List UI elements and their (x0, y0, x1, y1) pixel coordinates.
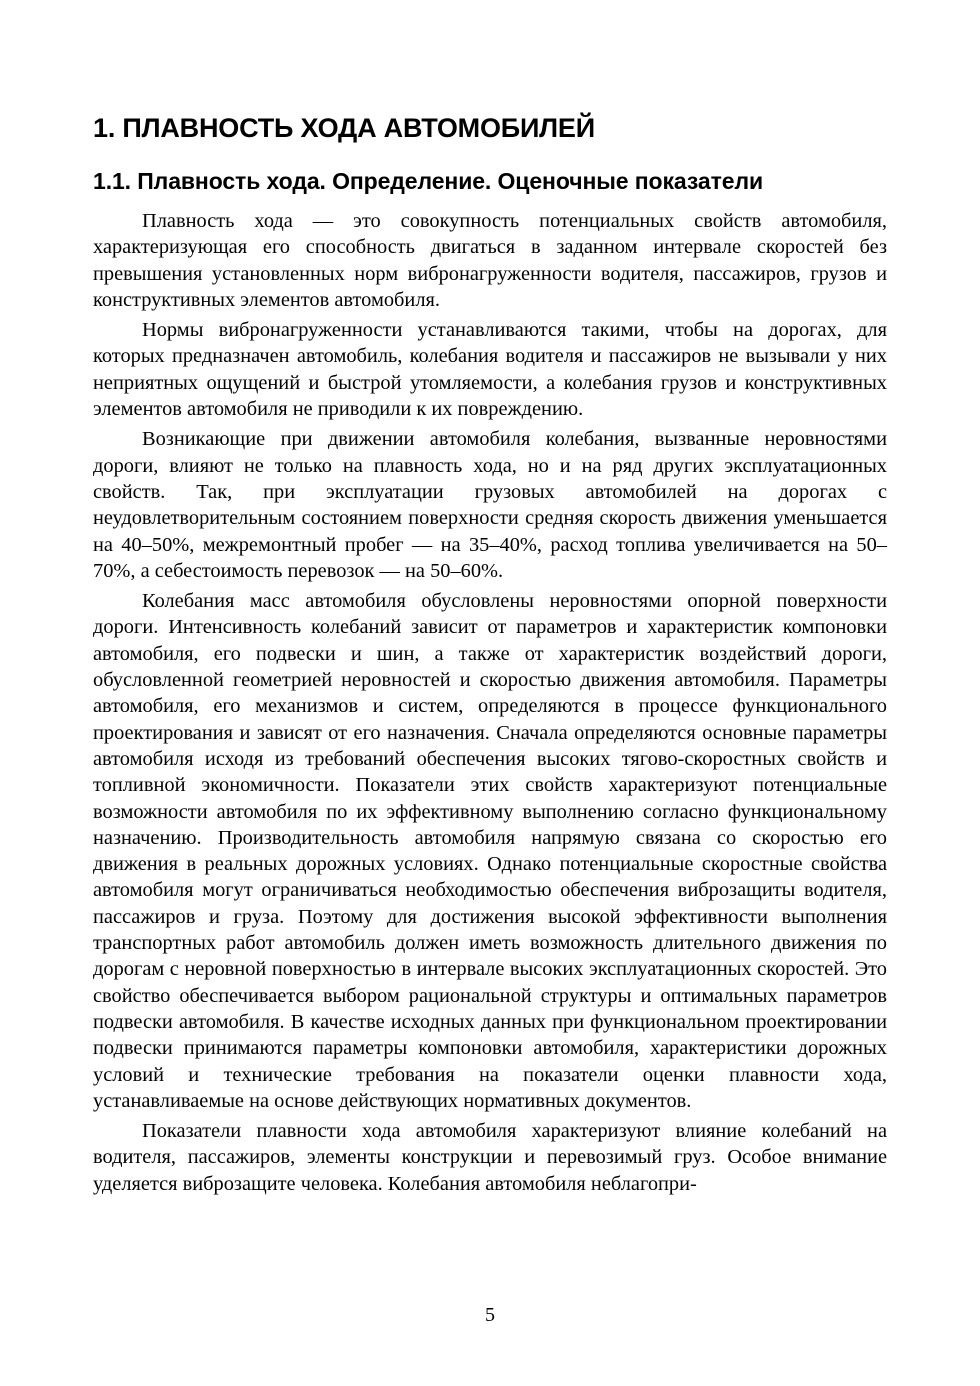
page-content (93, 110, 887, 1201)
paragraph: Плавность хода — это совокупность потенциальных свойств автомобиля, характеризующая его способность двигаться в заданном интервале скоростей без превышения установленных норм вибронагруженности водителя, пассажиров, грузов и конструктивных элементов автомобиля. (93, 210, 887, 311)
chapter-title: 1. ПЛАВНОСТЬ ХОДА АВТОМОБИЛЕЙ (93, 113, 595, 143)
page-number: 5 (485, 1304, 495, 1326)
paragraph: Колебания масс автомобиля обусловлены неровностями опорной поверхности дороги. Интенсивность колебаний зависит от параметров и характеристик компоновки автомобиля, его подвески и шин, а также от характеристик воздействий дороги, обусловленной геометрией неровностей и скоростью движения автомобиля. Параметры автомобиля, его механизмов и систем, определяются в процессе функционального проектирования и зависят от его назначения. Сначала определяются основные параметры автомобиля исходя из требований обеспечения высоких тягово-скоростных свойств и топливной экономичности. Показатели этих свойств характеризуют потенциальные возможности автомобиля по их эффективному выполнению согласно функциональному назначению. Производительность автомобиля напрямую связана со скоростью его движения в реальных дорожных условиях. Однако потенциальные скоростные свойства автомобиля могут ограничиваться необходимостью обеспечения виброзащиты водителя, пассажиров и груза. Поэтому для достижения высокой эффективности выполнения транспортных работ автомобиль должен иметь возможность длительного движения по дорогам с неровной поверхностью в интервале высоких эксплуатационных скоростей. Это свойство обеспечивается выбором рациональной структуры и оптимальных параметров подвески автомобиля. В качестве исходных данных при функциональном проектировании подвески принимаются параметры компоновки автомобиля, характеристики дорожных условий и технические требования на показатели оценки плавности хода, устанавливаемые на основе действующих нормативных документов. (93, 590, 887, 1112)
paragraph: Нормы вибронагруженности устанавливаются такими, чтобы на дорогах, для которых предназначен автомобиль, колебания водителя и пассажиров не вызывали у них неприятных ощущений и быстрой утомляемости, а колебания грузов и конструктивных элементов автомобиля не приводили к их повреждению. (93, 319, 887, 421)
paragraph: Возникающие при движении автомобиля колебания, вызванные неровностями дороги, влияют не только на плавность хода, но и на ряд других эксплуатационных свойств. Так, при эксплуатации грузовых автомобилей на дорогах с неудовлетворительным состоянием поверхности средняя скорость движения уменьшается на 40–50%, межремонтный пробег — на 35–40%, расход топлива увеличивается на 50–70%, а себестоимость перевозок — на 50–60%. (93, 428, 887, 582)
body-text (93, 208, 887, 1197)
paragraph: Показатели плавности хода автомобиля характеризуют влияние колебаний на водителя, пассажиров, элементы конструкции и перевозимый груз. Особое внимание уделяется виброзащите человека. Колебания автомобиля неблагопри- (93, 1120, 887, 1195)
section-title: 1.1. Плавность хода. Определение. Оценочные показатели (93, 168, 764, 194)
